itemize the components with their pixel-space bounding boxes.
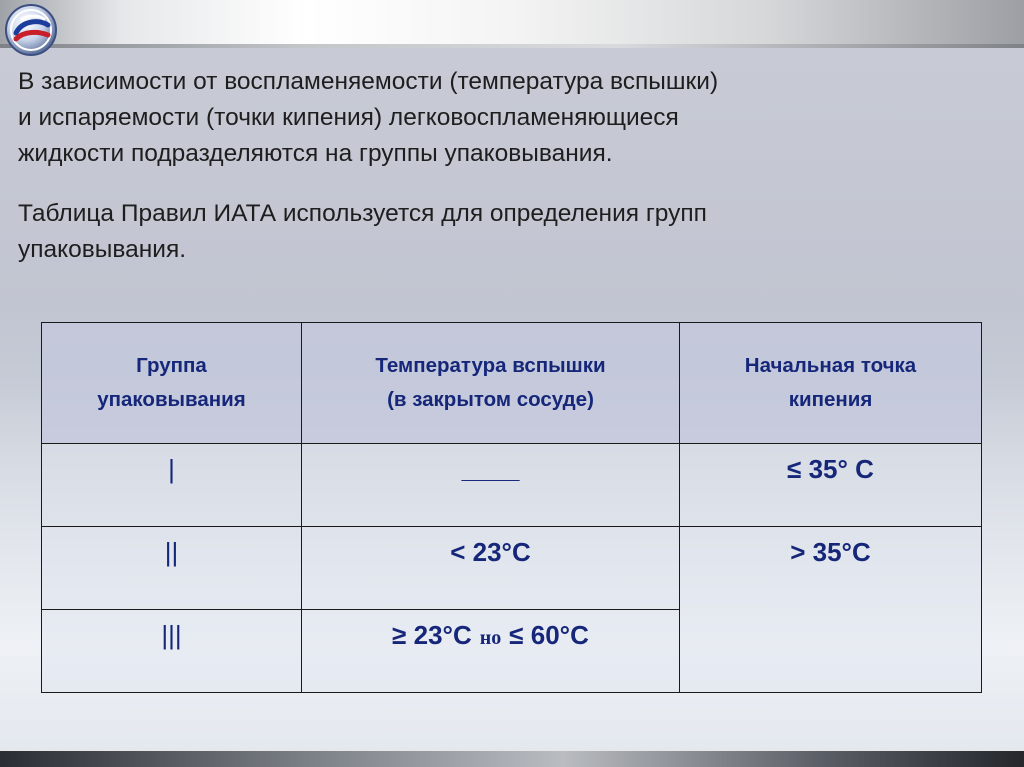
- note-line-2: упаковывания.: [18, 236, 187, 263]
- header-flash-point: Температура вспышки (в закрытом сосуде): [302, 323, 680, 444]
- table-note-paragraph: [18, 196, 1008, 268]
- cell-group-3: |||: [42, 610, 302, 693]
- cell-boiling-2-3: > 35°C: [680, 527, 982, 693]
- cell-flash-2: < 23°C: [302, 527, 680, 610]
- header-packing-group: Группа упаковывания: [42, 323, 302, 444]
- header-band: [0, 0, 1024, 44]
- header-boiling-point: Начальная точка кипения: [680, 323, 982, 444]
- intro-line-1: В зависимости от воспламеняемости (температура вспышки): [18, 68, 719, 95]
- cell-flash-3: ≥ 23°C но ≤ 60°C: [302, 610, 680, 693]
- cell-group-2: ||: [42, 527, 302, 610]
- packing-group-table: [41, 322, 982, 693]
- cell-group-1: |: [42, 444, 302, 527]
- table-row: [42, 527, 982, 610]
- footer-band: [0, 748, 1024, 767]
- table-row: [42, 444, 982, 527]
- note-line-1: Таблица Правил ИАТА используется для определения групп: [18, 200, 707, 227]
- intro-line-3: жидкости подразделяются на группы упаковывания.: [18, 140, 613, 167]
- cell-flash-1: ____: [302, 444, 680, 527]
- intro-line-2: и испаряемости (точки кипения) легковоспламеняющиеся: [18, 104, 679, 131]
- cell-boiling-1: ≤ 35° C: [680, 444, 982, 527]
- table-header-row: [42, 323, 982, 444]
- intro-paragraph: [18, 64, 1008, 172]
- globe-logo-icon: [4, 3, 58, 57]
- header-band-line: [0, 44, 1024, 48]
